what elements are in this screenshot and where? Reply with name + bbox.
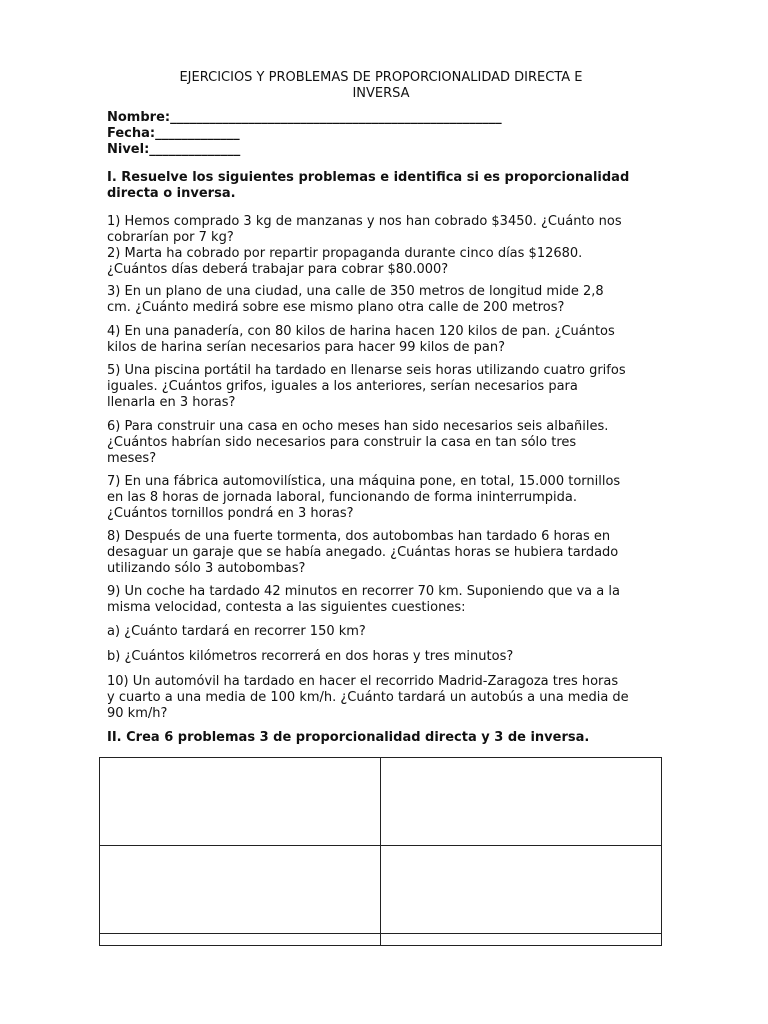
problem-5 <box>107 363 667 411</box>
problem-1 <box>107 214 667 246</box>
answer-cell[interactable] <box>100 846 381 934</box>
problem-line: 3) En un plano de una ciudad, una calle de 350 metros de longitud mide 2,8 <box>107 284 604 299</box>
problem-line: cobrarían por 7 kg? <box>107 230 234 245</box>
field-fecha: Fecha:_____________ <box>107 126 240 141</box>
problem-line: meses? <box>107 451 157 466</box>
problem-6 <box>107 419 667 467</box>
problem-line: 8) Después de una fuerte tormenta, dos autobombas han tardado 6 horas en <box>107 529 611 544</box>
problem-line: utilizando sólo 3 autobombas? <box>107 561 306 576</box>
problem-line: cm. ¿Cuánto medirá sobre ese mismo plano otra calle de 200 metros? <box>107 300 565 315</box>
problem-line: ¿Cuántos tornillos pondrá en 3 horas? <box>107 506 354 521</box>
field-nombre: Nombre:___________________________________________________ <box>107 110 502 125</box>
section-1-heading <box>107 170 667 202</box>
problem-line: 7) En una fábrica automovilística, una máquina pone, en total, 15.000 tornillos <box>107 474 621 489</box>
answer-cell[interactable] <box>381 846 662 934</box>
problem-line: misma velocidad, contesta a las siguientes cuestiones: <box>107 600 466 615</box>
problem-8 <box>107 529 667 577</box>
problem-9b <box>107 649 667 665</box>
problem-line: 2) Marta ha cobrado por repartir propaganda durante cinco días $12680. <box>107 246 583 261</box>
answer-cell[interactable] <box>381 934 662 946</box>
section-1-line-2: directa o inversa. <box>107 186 236 201</box>
problem-2 <box>107 246 667 278</box>
problem-line: ¿Cuántos habrían sido necesarios para construir la casa en tan sólo tres <box>107 435 577 450</box>
problem-line: 4) En una panadería, con 80 kilos de harina hacen 120 kilos de pan. ¿Cuántos <box>107 324 615 339</box>
problem-line: 9) Un coche ha tardado 42 minutos en recorrer 70 km. Suponiendo que va a la <box>107 584 620 599</box>
problem-line: a) ¿Cuánto tardará en recorrer 150 km? <box>107 624 366 639</box>
answer-cell[interactable] <box>381 758 662 846</box>
problem-10 <box>107 674 667 722</box>
problem-4 <box>107 324 667 356</box>
worksheet-title <box>100 70 662 102</box>
section-2-heading: II. Crea 6 problemas 3 de proporcionalidad directa y 3 de inversa. <box>107 730 590 745</box>
problem-line: 5) Una piscina portátil ha tardado en llenarse seis horas utilizando cuatro grifos <box>107 363 626 378</box>
answer-grid <box>99 757 662 946</box>
problem-line: y cuarto a una media de 100 km/h. ¿Cuánto tardará un autobús a una media de <box>107 690 629 705</box>
problem-line: llenarla en 3 horas? <box>107 395 236 410</box>
problem-line: b) ¿Cuántos kilómetros recorrerá en dos horas y tres minutos? <box>107 649 514 664</box>
problem-line: desaguar un garaje que se había anegado. ¿Cuántas horas se hubiera tardado <box>107 545 619 560</box>
problem-7 <box>107 474 667 522</box>
title-line-2: INVERSA <box>352 86 410 101</box>
problem-9 <box>107 584 667 616</box>
problem-line: 6) Para construir una casa en ocho meses han sido necesarios seis albañiles. <box>107 419 609 434</box>
problem-line: 10) Un automóvil ha tardado en hacer el recorrido Madrid-Zaragoza tres horas <box>107 674 619 689</box>
field-nivel: Nivel:______________ <box>107 142 241 157</box>
problem-line: iguales. ¿Cuántos grifos, iguales a los anteriores, serían necesarios para <box>107 379 578 394</box>
student-fields <box>107 110 502 158</box>
problem-line: ¿Cuántos días deberá trabajar para cobrar $80.000? <box>107 262 449 277</box>
problem-line: en las 8 horas de jornada laboral, funcionando de forma ininterrumpida. <box>107 490 577 505</box>
problem-line: kilos de harina serían necesarios para hacer 99 kilos de pan? <box>107 340 506 355</box>
title-line-1: EJERCICIOS Y PROBLEMAS DE PROPORCIONALIDAD DIRECTA E <box>179 70 583 85</box>
answer-cell[interactable] <box>100 934 381 946</box>
answer-cell[interactable] <box>100 758 381 846</box>
section-1-line-1: I. Resuelve los siguientes problemas e identifica si es proporcionalidad <box>107 170 630 185</box>
problem-3 <box>107 284 667 316</box>
problem-line: 1) Hemos comprado 3 kg de manzanas y nos han cobrado $3450. ¿Cuánto nos <box>107 214 622 229</box>
problem-line: 90 km/h? <box>107 706 168 721</box>
problem-9a <box>107 624 667 640</box>
